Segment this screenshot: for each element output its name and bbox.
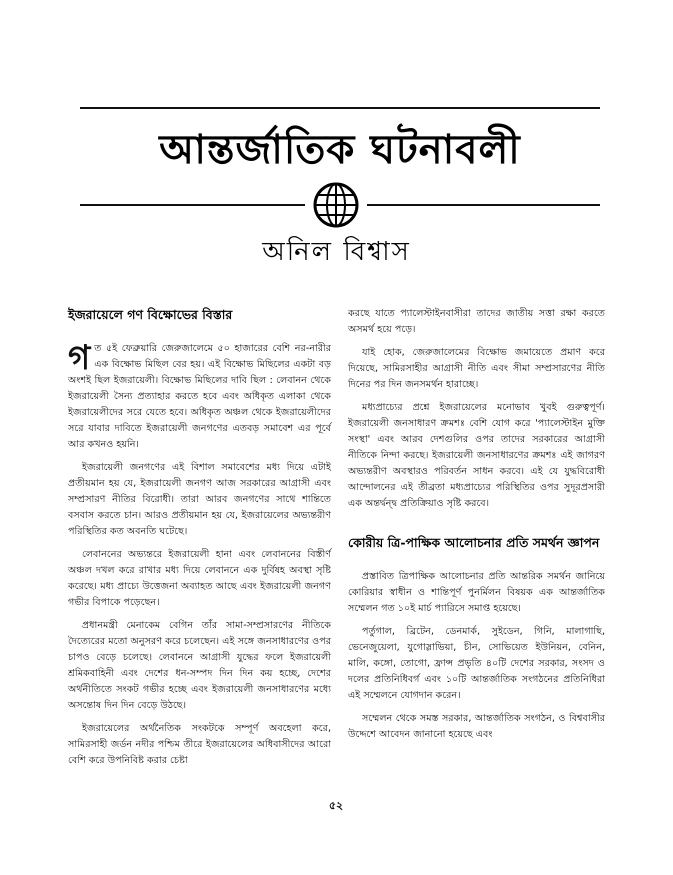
- top-rule: [80, 107, 600, 109]
- paragraph: পর্তুগাল, ব্রিটেন, ডেনমার্ক, সুইডেন, গিনি, মালাগাছি, ভেনেজুয়েলা, যুগোস্লাভিয়া, চীন, সোভিয়েত ইউনিয়ন, বেনিন, মালি, কঙ্গো, তোগো, ফ্রান্স প্রভৃতি ৪০টি দেশের সরকার, সংসদ ও দলের প্রতিনিধিবর্গ এবং ১০টি আন্তর্জাতিক সংগঠনের প্রতিনিধিরা এই সম্মেলনে যোগদান করেন।: [348, 626, 605, 701]
- drop-cap: গ: [68, 338, 91, 378]
- paragraph: ইজরায়েলী জনগণের এই বিশাল সমাবেশের মধ্য দিয়ে এটাই প্রতীয়মান হয় যে, ইজরায়েলী জনগণ আজ সরকারের আগ্রাসী এবং সম্প্রসারণ নীতির বিরোধী। তারা আরব জনগণের সাথে শান্তিতে বসবাস করতে চান। আরও প্রতীয়মান হয় যে, ইজরায়েলের অভ্যন্তরীণ পরিস্থিতির কত অবনতি ঘটেছে।: [68, 462, 331, 537]
- paragraph: মধ্যপ্রাচ্যের প্রশ্নে ইজরায়েলের মনোভাব খুবই গুরুত্বপূর্ণ। ইজরায়েলী জনসাধারণ ক্রমশঃ বেশি যোগ করে 'প্যালেস্টাইন মুক্তি সংস্থা' এবং আরব দেশগুলির ওপর তাদের সরকারের আগ্রাসী নীতিকে নিন্দা করছে। ইজরায়েলী জনসাধারণের ক্রমশঃ এই জাগরণ অভ্যন্তরীণ অবস্থারও পরিবর্তন সাধন করবে। এই যে যুদ্ধবিরোধী আন্দোলনের এই তীব্রতা মধ্যপ্রাচ্যের পরিস্থিতির ওপর সুদূরপ্রসারী এক অন্তর্দ্বন্দ্ব প্রতিক্রিয়াও সৃষ্টি করবে।: [348, 402, 605, 509]
- paragraph: লেবাননের অভ্যন্তরে ইজরায়েলী হানা এবং লেবাননের বিস্তীর্ণ অঞ্চল দখল করে রাখার মধ্য দিয়ে লেবাননে এক দুর্বিষহ অবস্থা সৃষ্টি করেছে। মধ্য প্রাচ্যে উত্তেজনা অব্যাহত আছে এবং ইজরায়েলী জনগণ গভীর বিপাকে পড়েছেন।: [68, 549, 331, 608]
- globe-icon: [313, 182, 359, 228]
- page-number: ৫২: [328, 799, 344, 812]
- paragraph: যাই হোক, জেরুজালেমের বিক্ষোভ জমায়েতে প্রমাণ করে দিয়েছে, সামিরসাহীর আগ্রাসী নীতি এবং সীমা সম্প্রসারণের নীতি দিনের পর দিন জনসমর্থন হারাচ্ছে।: [348, 347, 605, 390]
- paragraph: গত ৫ই ফেব্রুয়ারি জেরুজালেমে ৫০ হাজারের বেশি নর-নারীর এক বিক্ষোভ মিছিল বের হয়। এই বিক্ষোভ মিছিলের একটা বড় অংশই ছিল ইজরায়েলী। বিক্ষোভ মিছিলের দাবি ছিল : লেবানন থেকে ইজরায়েলী সৈন্য প্রত্যাহার করতে হবে এবং অধিকৃত এলাকা থেকে ইজরায়েলীদের সরে যেতে হবে। অধিকৃত অঞ্চল থেকে ইজরায়েলীদের সরে যাবার দাবিতে ইজরায়েলী জনগণের এতবড় সমাবেশ এর পূর্বে আর কখনও হয়নি।: [68, 338, 331, 450]
- paragraph: প্রস্তাবিত ত্রিপাক্ষিক আলোচনার প্রতি আন্তরিক সমর্থন জানিয়ে কোরিয়ার স্বাধীন ও শান্তিপূর্ণ পুনর্মিলন বিষয়ক এক আন্তর্জাতিক সম্মেলন গত ১০ই মার্চ প্যারিসে সমাপ্ত হয়েছে।: [348, 571, 605, 614]
- paragraph: সম্মেলন থেকে সমস্ত সরকার, আন্তর্জাতিক সংগঠন, ও বিশ্ববাসীর উদ্দেশে আবেদন জানানো হয়েছে এবং: [348, 713, 605, 740]
- title-rule-right: [367, 204, 600, 206]
- paragraph: প্রধানমন্ত্রী মেনাকেম বেগিন তাঁর সামা-সম্প্রসারণের নীতিকে দৈত্যেরের মতো অনুসরণ করে চলেছেন। এই সঙ্গে জনসাধারণের ওপর চাপও বেড়ে চলেছে। লেবাননে আগ্রাসী যুদ্ধের ফলে ইজরায়েলী শ্রমিকবাহিনী এবং দেশের ধন-সম্পদ দিন দিন কয় হচ্ছে, দেশের অর্থনীতিতে সংকট গভীর হচ্ছে এবং ইজরায়েলী জনসাধারণের মধ্যে অসন্তোষ দিন দিন বেড়ে উঠছে।: [68, 620, 331, 711]
- left-column: [68, 306, 331, 776]
- article-heading-israel: ইজরায়েলে গণ বিক্ষোভের বিস্তার: [68, 307, 233, 322]
- section-title: আন্তর্জাতিক ঘটনাবলী: [159, 127, 521, 173]
- paragraph: ইজরায়েলের অর্থনৈতিক সংকটকে সম্পূর্ণ অবহেলা করে, সামিরসাহী জর্ডন নদীর পশ্চিম তীরে ইজরায়েলের অধিবাসীদের আরো বেশি করে উপনিবিষ্ট করার চেষ্টা: [68, 723, 331, 766]
- right-column: [348, 306, 605, 750]
- paragraph: করছে যাতে প্যালেস্টাইনবাসীরা তাদের জাতীয় সত্তা রক্ষা করতে অসমর্থ হয়ে পড়ে।: [348, 308, 605, 335]
- article-heading-korea: কোরীয় ত্রি-পাক্ষিক আলোচনার প্রতি সমর্থন জ্ঞাপন: [348, 535, 600, 550]
- title-rule-left: [80, 204, 305, 206]
- author-name: অনিল বিশ্বাস: [262, 237, 411, 267]
